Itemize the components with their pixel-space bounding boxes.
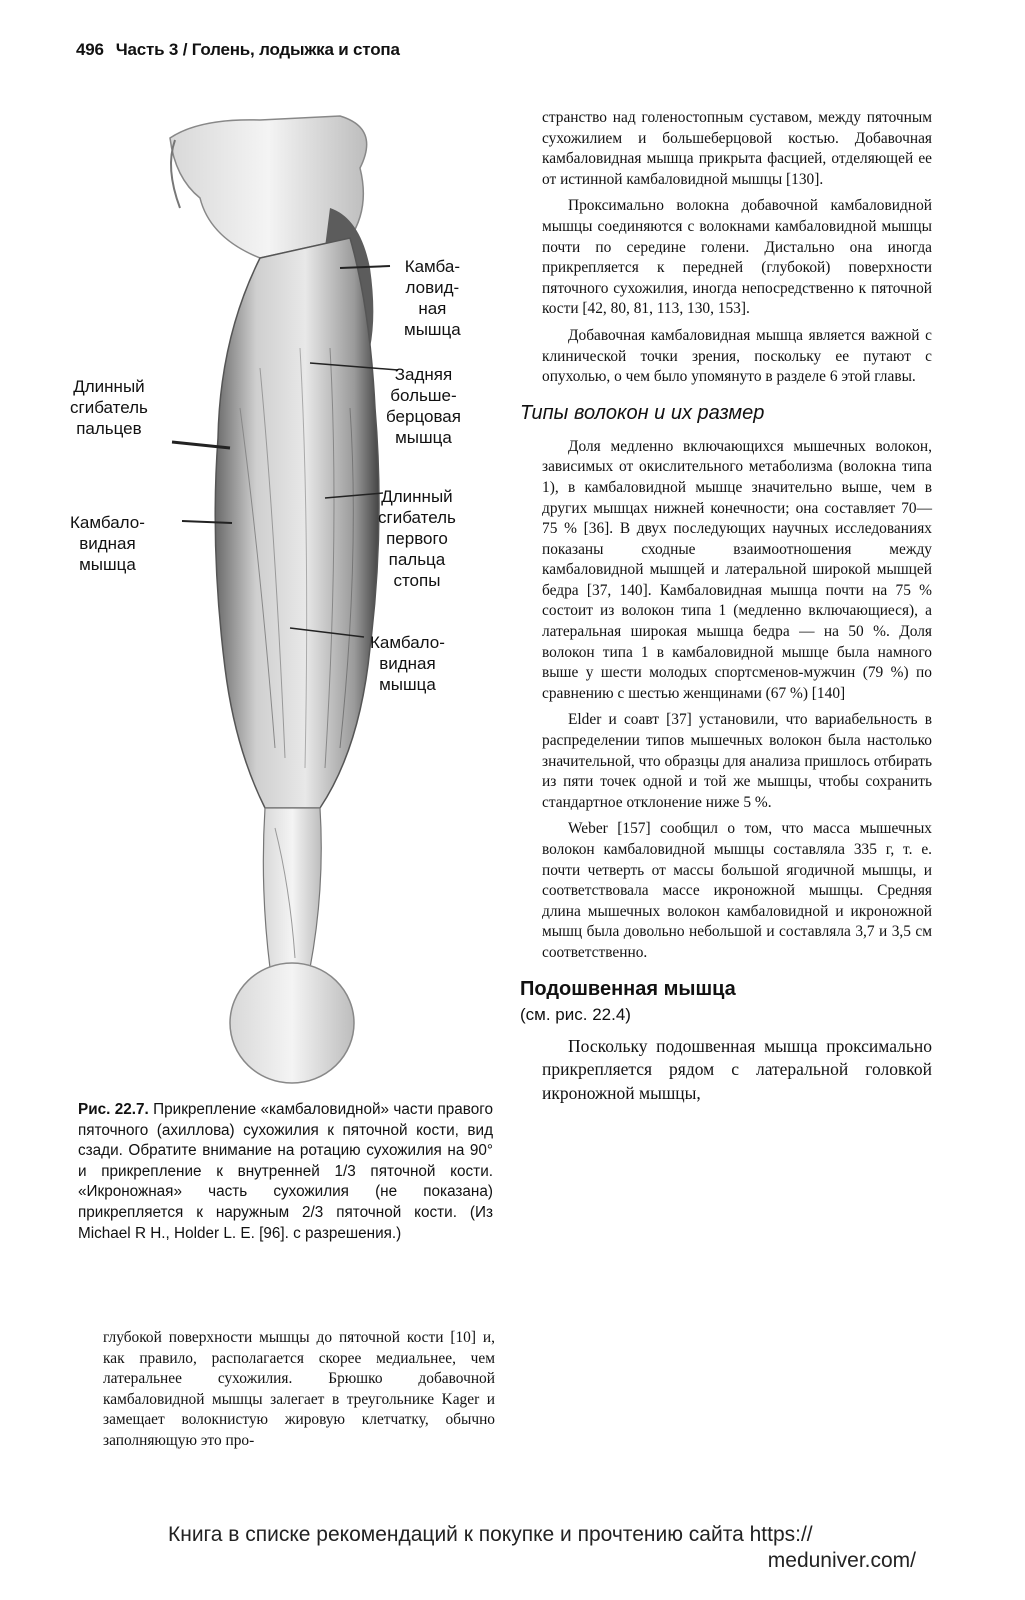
label-flexor-hallucis-longus: Длинный сгибатель первого пальца стопы: [378, 487, 456, 590]
anatomical-figure: [60, 108, 530, 1098]
right-paragraph-2: Проксимально волокна добавочной камбаловидной мышцы соединяются с волокнами камбаловидной мышцы почти по середине голени. Дистально она иногда прикрепляется к передней (глубокой) поверхности пяточного сухожилия, иногда непосредственно к пяточной кости [42, 80, 81, 113, 130, 153].: [542, 197, 932, 318]
right-paragraph-3: Добавочная камбаловидная мышца является важной с клинической точки зрения, поскольку ее путают с опухолью, о чем было упомянуто в разделе 6 этой главы.: [542, 326, 932, 386]
label-soleus-right: Камбало- видная мышца: [370, 633, 445, 694]
running-head: [76, 40, 412, 60]
section-heading-plantaris: Подошвенная мышца: [520, 977, 736, 1000]
footer-link[interactable]: meduniver.com/: [767, 1549, 916, 1572]
page-number: 496: [76, 40, 104, 59]
right-paragraph-1: странство над голеностопным суставом, между пяточным сухожилием и большеберцовой костью. Добавочная камбаловидная мышца прикрыта фасцией, отделяющей ее от истинной камбаловидной мышцы [130].: [542, 109, 932, 188]
footer-note: [168, 1522, 928, 1574]
section-heading-fiber-types: Типы волокон и их размер: [520, 401, 765, 424]
section-subref: (см. рис. 22.4): [520, 1004, 631, 1024]
right-paragraph-7: Поскольку подошвенная мышца проксимально прикрепляется рядом с латеральной головкой икроножной мышцы,: [542, 1035, 932, 1103]
caption-text: Прикрепление «камбаловидной» части правого пяточного (ахиллова) сухожилия к пяточной кости, вид сзади. Обратите внимание на ротацию сухожилия на 90° и прикрепление к внутренней 1/3 пяточной кости. «Икроножная» часть сухожилия (не показана) прикрепляется к наружным 2/3 пяточной кости. (Из Michael R H., Holder L. E. [96]. с разрешения.): [78, 1101, 493, 1242]
part-title: Часть 3 / Голень, лодыжка и стопа: [115, 40, 400, 59]
label-soleus-left: Камбало- видная мышца: [70, 513, 145, 574]
footer-line-1: Книга в списке рекомендаций к покупке и прочтению сайта https://: [168, 1523, 813, 1546]
right-paragraph-5: Elder и соавт [37] установили, что вариабельность в распределении типов мышечных волокон была настолько значительной, что образцы для анализа пришлось отбирать из пяти точек одной и той же мышцы, чтобы сохранить стандартное отклонение ниже 5 %.: [542, 711, 932, 811]
right-column: [520, 108, 932, 1105]
label-soleus-accessory: Камба- ловид- ная мышца: [404, 257, 461, 339]
right-paragraph-4: Доля медленно включающихся мышечных волокон, зависимых от окислительного метаболизма (волокна типа 1), в камбаловидной мышце значительно выше, чем в других мышцах нижней конечности; она составляет 70—75 % [36]. В двух последующих научных исследованиях показаны сходные взаимоотношения между камбаловидной мышцей и латеральной широкой мышцей бедра [37, 140]. Камбаловидная мышца почти на 75 % состоит из волокон типа 1 (медленно включающиеся), а латеральная широкая мышца бедра — на 50 %. Доля волокон типа 1 в камбаловидной мышце была намного выше у шести молодых спортсменов-мужчин (79 %) по сравнению с шестью женщинами (67 %) [140]: [542, 437, 932, 702]
left-paragraph-1: глубокой поверхности мышцы до пяточной кости [10] и, как правило, располагается скорее медиальнее, чем латеральнее сухожилия. Брюшко добавочной камбаловидной мышцы залегает в треугольнике Kager и замещает волокнистую жировую клетчатку, обычно заполняющую это про-: [103, 1329, 495, 1449]
label-flexor-digitorum-longus: Длинный сгибатель пальцев: [70, 377, 148, 438]
label-tibialis-posterior: Задняя больше- берцовая мышца: [386, 365, 461, 447]
left-column: [103, 1328, 495, 1458]
right-paragraph-6: Weber [157] сообщил о том, что масса мышечных волокон камбаловидной мышцы составляла 335 г, т. е. почти четверть от массы большой ягодичной мышцы, и соответствовала массе икроножной мышцы. Средняя длина мышечных волокон камбаловидной и икроножной мышц была довольно небольшой и составляла 3,7 и 3,5 см соответственно.: [542, 820, 932, 961]
caption-number: Рис. 22.7.: [78, 1101, 149, 1118]
figure-caption: [78, 1100, 493, 1244]
